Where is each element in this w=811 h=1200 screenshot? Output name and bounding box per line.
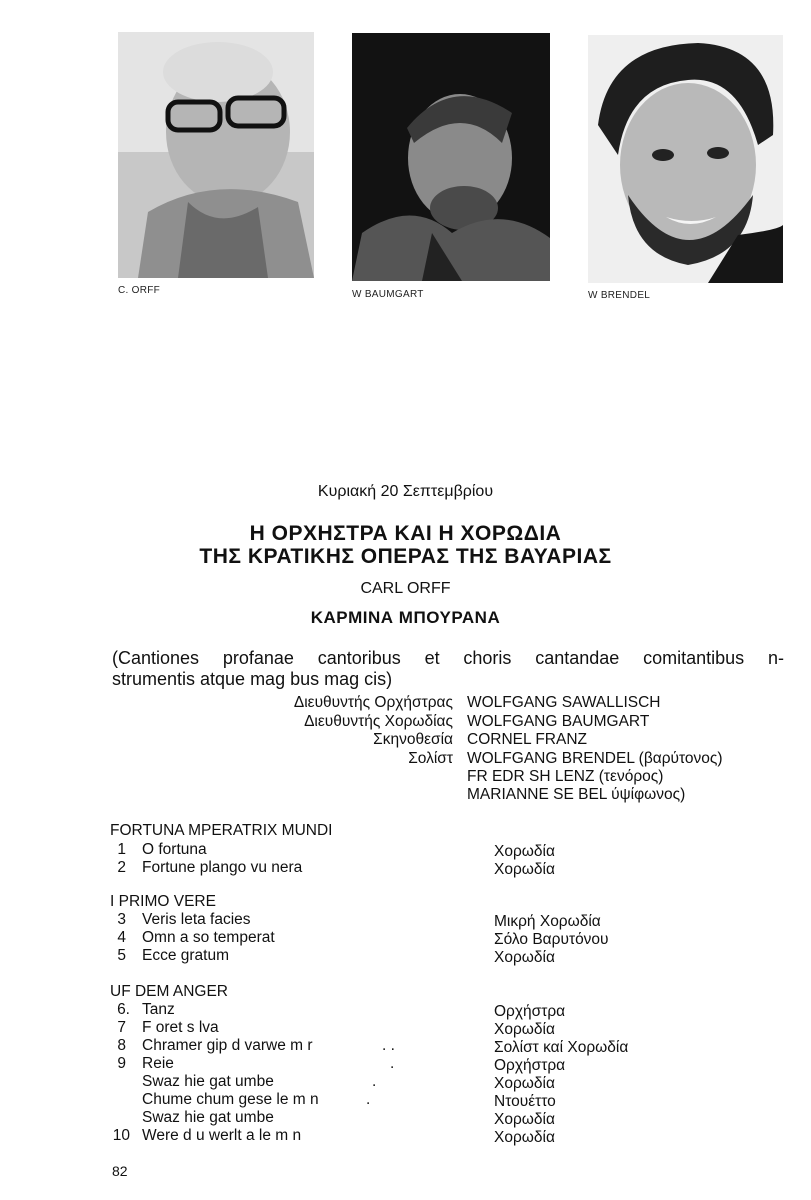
section-heading: FORTUNA MPERATRIX MUNDI [110, 822, 333, 839]
credit-role: Σολίστ [408, 750, 453, 767]
item-performer: Μικρή Χορωδία [494, 913, 601, 930]
item-number: 5 [117, 947, 126, 964]
item-performer: Ορχήστρα [494, 1003, 566, 1020]
credit-name: WOLFGANG SAWALLISCH [467, 694, 661, 711]
item-title: Were d u werlt a le m n [142, 1127, 302, 1144]
credit-name: WOLFGANG BAUMGART [467, 713, 650, 730]
item-performer: Σόλο Βαρυτόνου [494, 931, 609, 948]
item-performer: Ντουέττο [494, 1093, 556, 1110]
item-title: Swaz hie gat umbe [142, 1073, 274, 1090]
leader-dots: . [390, 1055, 395, 1072]
credit-role: Σκηνοθεσία [373, 731, 453, 748]
photo-carl-orff [118, 32, 314, 278]
page-number: 82 [112, 1163, 128, 1179]
work-subtitle-line-1: (Cantiones profanae cantoribus et choris cantandae comitantibus n- [112, 648, 784, 668]
item-performer: Χορωδία [494, 1111, 555, 1128]
concert-date: Κυριακή 20 Σεπτεμβρίου [317, 483, 494, 500]
item-title: Veris leta facies [142, 911, 251, 928]
leader-dots: . [366, 1091, 371, 1108]
photo-wolfgang-brendel [588, 35, 783, 283]
section-heading: UF DEM ANGER [110, 983, 228, 1000]
leader-dots: . . [382, 1037, 395, 1054]
item-performer: Σολίστ καί Χορωδία [494, 1039, 629, 1056]
credit-name: WOLFGANG BRENDEL (βαρύτονος) [467, 750, 723, 767]
credit-role: Διευθυντής Ορχήστρας [293, 694, 453, 711]
title-line-2: ΤΗΣ ΚΡΑΤΙΚΗΣ ΟΠΕΡΑΣ ΤΗΣ ΒΑΥΑΡΙΑΣ [199, 545, 612, 568]
item-title: Reie [142, 1055, 174, 1072]
section-heading: I PRIMO VERE [110, 893, 216, 910]
item-title: Ecce gratum [142, 947, 230, 964]
photo-wolfgang-baumgart [352, 33, 550, 281]
item-performer: Χορωδία [494, 949, 555, 966]
item-title: F oret s lva [142, 1019, 219, 1036]
item-number: 10 [112, 1127, 130, 1144]
item-performer: Χορωδία [494, 1075, 555, 1092]
work-title: ΚΑΡΜΙΝΑ ΜΠΟΥΡΑΝΑ [310, 608, 501, 627]
item-title: Swaz hie gat umbe [142, 1109, 274, 1126]
item-title: Omn a so temperat [142, 929, 275, 946]
item-number: 3 [117, 911, 126, 928]
item-performer: Χορωδία [494, 1021, 555, 1038]
credit-role: Διευθυντής Χορωδίας [304, 713, 453, 730]
leader-dots: . [372, 1073, 377, 1090]
item-number: 4 [117, 929, 126, 946]
item-number: 1 [117, 841, 126, 858]
item-number: 9 [117, 1055, 126, 1072]
item-performer: Χορωδία [494, 861, 555, 878]
item-number: 7 [117, 1019, 126, 1036]
item-performer: Χορωδία [494, 843, 555, 860]
credit-name: FR EDR SH LENZ (τενόρος) [467, 768, 664, 785]
composer-name: CARL ORFF [360, 580, 451, 597]
work-subtitle-line-2: strumentis atque mag bus mag cis) [112, 669, 393, 689]
item-title: Chramer gip d varwe m r [142, 1037, 313, 1054]
credit-name: MARIANNE SE BEL ύψίφωνος) [467, 786, 686, 803]
photo-caption-orff: C. ORFF [118, 285, 161, 296]
item-number: 2 [117, 859, 126, 876]
photo-caption-baumgart: W BAUMGART [352, 289, 424, 300]
title-line-1: Η ΟΡΧΗΣΤΡΑ ΚΑΙ Η ΧΟΡΩΔΙΑ [249, 522, 562, 545]
item-performer: Χορωδία [494, 1129, 555, 1146]
item-title: Chume chum gese le m n [142, 1091, 319, 1108]
item-number: 6. [117, 1001, 130, 1018]
photo-caption-brendel: W BRENDEL [588, 290, 651, 301]
credit-name: CORNEL FRANZ [467, 731, 587, 748]
item-title: Fortune plango vu nera [142, 859, 303, 876]
item-title: Tanz [142, 1001, 175, 1018]
item-performer: Ορχήστρα [494, 1057, 566, 1074]
item-number: 8 [117, 1037, 126, 1054]
item-title: O fortuna [142, 841, 207, 858]
